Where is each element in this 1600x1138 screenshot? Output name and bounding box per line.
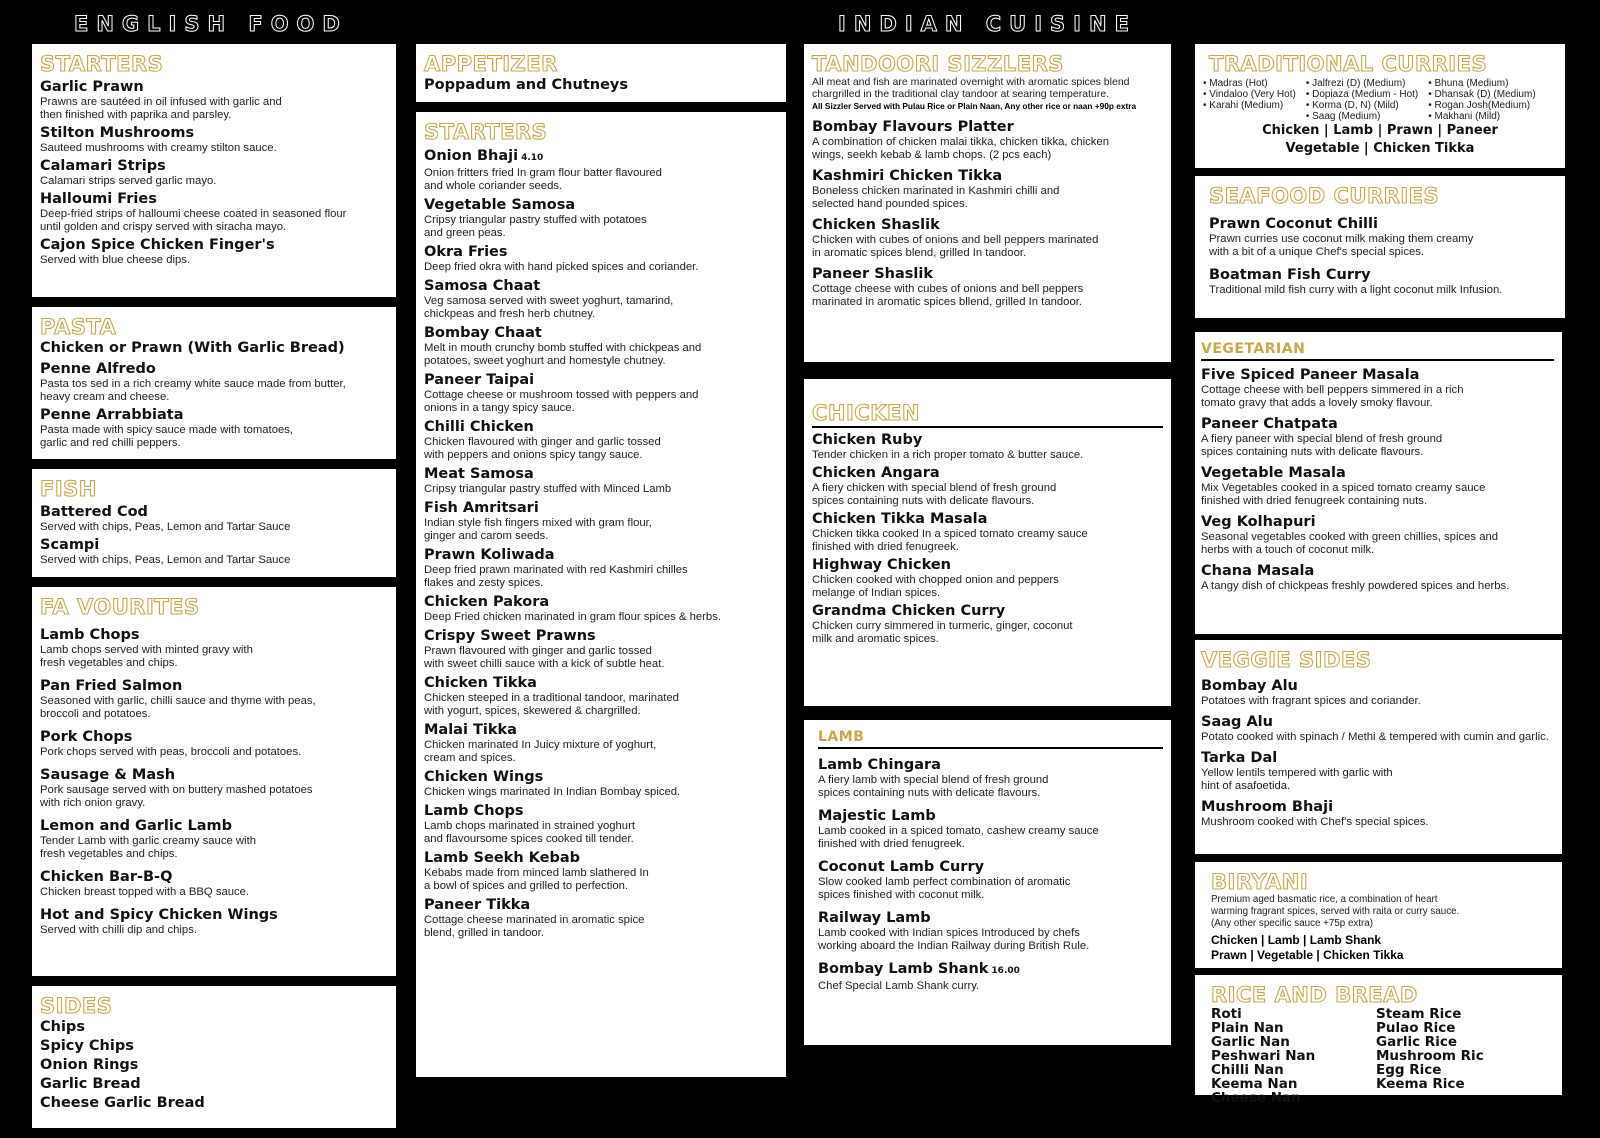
item-name: Bombay Lamb Shank 16.00 [818,961,1020,977]
item-name: Lamb Chops [424,803,524,819]
english-food-header: ENGLISH FOOD [74,12,348,36]
item-description: Cottage cheese with bell peppers simmered in a rich tomato gravy that adds a lovely smoky flavour. [1201,384,1464,409]
item-description: Indian style fish fingers mixed with gram flour, ginger and carom seeds. [424,517,652,542]
menu-item [818,910,1163,953]
item-description: Served with blue cheese dips. [40,254,191,266]
menu-item [40,818,388,861]
section-title: APPETIZER [424,52,558,76]
menu-item [812,168,1163,211]
menu-item [812,432,1163,462]
section-title: CHICKEN [812,401,1163,428]
section-title: LAMB [818,728,1163,749]
item-name: Scampi [40,537,100,553]
menu-item [424,148,778,193]
item-name: Mushroom Bhaji [1201,799,1334,815]
item-description: Pasta made with spicy sauce made with tomatoes, garlic and red chilli peppers. [40,424,294,449]
item-name: Bombay Alu [1201,678,1298,694]
item-price: 16.00 [991,966,1020,976]
item-description: Seasoned with garlic, chilli sauce and thyme with peas, broccoli and potatoes. [40,695,316,720]
item-description: Chicken curry simmered in turmeric, ginger, coconut milk and aromatic spices. [812,620,1073,645]
item-description: Onion fritters fried In gram flour batter flavoured and whole coriander seeds. [424,167,662,192]
section-title: VEGETARIAN [1201,340,1554,361]
menu-item [424,244,778,274]
item-description: Deep fried prawn marinated with red Kashmiri chilles flakes and zesty spices. [424,564,688,589]
menu-item [424,769,778,799]
item-description: Chicken breast topped with a BBQ sauce. [40,886,250,898]
item-name: Hot and Spicy Chicken Wings [40,907,278,923]
menu-item [424,803,778,846]
item-name: Fish Amritsari [424,500,539,516]
item-description: Cottage cheese marinated in aromatic spice blend, grilled in tandoor. [424,914,645,939]
curry-item: • Dopiaza (Medium - Hot) [1305,89,1419,100]
section-title: SIDES [40,994,113,1018]
curry-item: • Dhansak (D) (Medium) [1428,89,1536,100]
item-name: Sausage & Mash [40,767,176,783]
item-description: Lamb cooked with Indian spices Introduced by chefs working aboard the Indian Railway during British Rule. [818,927,1090,952]
item-name: Prawn Coconut Chilli [1209,216,1378,232]
item-name: Crispy Sweet Prawns [424,628,596,644]
rice-bread-item: Steam Rice [1376,1006,1462,1022]
item-name: Vegetable Masala [1201,465,1346,481]
item-description: Deep Fried chicken marinated in gram flour spices & herbs. [424,611,721,623]
menu-item [40,504,388,534]
appetizer-item: Poppadum and Chutneys [424,77,628,93]
item-name: Meat Samosa [424,466,534,482]
side-item: Spicy Chips [40,1038,134,1054]
item-name: Samosa Chaat [424,278,541,294]
item-description: Prawns are sautéed in oil infused with garlic and then finished with paprika and parsley. [40,96,282,121]
rice-bread-list [1211,1007,1554,1105]
item-name: Boatman Fish Curry [1209,267,1371,283]
item-description: Cripsy triangular pastry stuffed with Minced Lamb [424,483,672,495]
item-description: Deep fried okra with hand picked spices and coriander. [424,261,699,273]
favourites-panel [32,587,396,976]
menu-item [424,594,778,624]
menu-item [424,675,778,718]
section-title: PASTA [40,315,117,339]
veggie-sides-panel [1195,640,1562,854]
item-description: Served with chips, Peas, Lemon and Tartar Sauce [40,554,291,566]
menu-item [40,158,388,188]
menu-item [424,197,778,240]
item-name: Chicken Pakora [424,594,550,610]
item-name: Penne Arrabbiata [40,407,184,423]
item-description: Served with chips, Peas, Lemon and Tartar Sauce [40,521,291,533]
section-title: STARTERS [40,52,164,76]
menu-item [40,869,388,899]
menu-item [40,627,388,670]
menu-item [1201,514,1554,557]
item-name: Paneer Taipai [424,372,535,388]
section-title: BIRYANI [1211,870,1309,894]
seafood-panel [1195,176,1565,318]
section-title: SEAFOOD CURRIES [1209,184,1440,208]
item-description: Pork sausage served with on buttery mashed potatoes with rich onion gravy. [40,784,313,809]
menu-item [812,511,1163,554]
menu-item [40,407,388,450]
rice-bread-item: Keema Rice [1376,1076,1465,1092]
curry-item: • Jalfrezi (D) (Medium) [1305,78,1406,89]
menu-item [40,79,388,122]
item-description: Deep-fried strips of halloumi cheese coated in seasoned flour until golden and crispy served with siracha mayo. [40,208,347,233]
item-description: A fiery paneer with special blend of fresh ground spices containing nuts with delicate flavours. [1201,433,1443,458]
menu-item [818,859,1163,902]
item-description: Slow cooked lamb perfect combination of aromatic spices finished with coconut milk. [818,876,1071,901]
item-name: Chicken Bar-B-Q [40,869,173,885]
item-name: Pork Chops [40,729,133,745]
pasta-heading: Chicken or Prawn (With Garlic Bread) [40,340,345,356]
item-description: Chicken wings marinated In Indian Bombay spiced. [424,786,681,798]
rice-bread-item: Garlic Rice [1376,1034,1457,1050]
section-title: RICE AND BREAD [1211,983,1418,1007]
tandoori-intro: All meat and fish are marinated overnight with aromatic spices blend chargrilled in the traditional clay tandoor at searing temperature. [812,76,1130,100]
menu-item [1201,563,1554,593]
rice-bread-item: Cheese Nan [1211,1090,1301,1106]
item-name: Kashmiri Chicken Tikka [812,168,1003,184]
item-name: Chicken Angara [812,465,940,481]
menu-item [424,722,778,765]
appetizer-panel [416,44,786,102]
item-name: Chana Masala [1201,563,1315,579]
menu-item [424,466,778,496]
item-description: Mix Vegetables cooked in a spiced tomato creamy sauce finished with dried fenugreek containing nuts. [1201,482,1486,507]
tandoori-panel [804,44,1171,362]
item-description: Served with chilli dip and chips. [40,924,197,936]
item-name: Veg Kolhapuri [1201,514,1316,530]
item-name: Battered Cod [40,504,148,520]
item-description: Sauteed mushrooms with creamy stilton sauce. [40,142,277,154]
item-description: Pork chops served with peas, broccoli and potatoes. [40,746,302,758]
item-name: Malai Tikka [424,722,517,738]
chicken-panel [804,379,1171,706]
item-name: Halloumi Fries [40,191,157,207]
item-name: Paneer Tikka [424,897,531,913]
menu-item [1201,678,1554,708]
menu-item [1201,799,1554,829]
section-title: TANDOORI SIZZLERS [812,52,1064,76]
item-description: Tender chicken in a rich proper tomato & butter sauce. [812,449,1084,461]
rice-bread-item: Garlic Nan [1211,1034,1290,1050]
rice-bread-item: Mushroom Ric [1376,1048,1484,1064]
item-description: Lamb chops served with minted gravy with fresh vegetables and chips. [40,644,253,669]
menu-item [40,237,388,267]
menu-item [40,361,388,404]
menu-item [40,729,388,759]
rice-bread-item: Pulao Rice [1376,1020,1456,1036]
rice-bread-item: Peshwari Nan [1211,1048,1316,1064]
item-name: Stilton Mushrooms [40,125,195,141]
item-description: Cripsy triangular pastry stuffed with potatoes and green peas. [424,214,647,239]
curry-item: • Bhuna (Medium) [1428,78,1509,89]
traditional-curries-panel [1195,44,1565,168]
menu-item [424,897,778,940]
menu-item [424,547,778,590]
item-name: Calamari Strips [40,158,166,174]
curry-item: • Makhani (Mild) [1428,111,1501,122]
item-description: Lamb cooked in a spiced tomato, cashew creamy sauce finished with dried fenugreek. [818,825,1099,850]
side-item: Cheese Garlic Bread [40,1095,205,1111]
item-name: Paneer Chatpata [1201,416,1338,432]
item-description: Yellow lentils tempered with garlic with hint of asafoetida. [1201,767,1393,792]
vegetarian-panel [1195,332,1562,634]
item-description: A combination of chicken malai tikka, chicken tikka, chicken wings, seekh kebab & lamb chops. (2 pcs each) [812,136,1109,161]
menu-item [40,537,388,567]
menu-item [812,266,1163,309]
menu-item [1201,750,1554,793]
section-title: STARTERS [424,120,548,144]
menu-item [424,419,778,462]
side-item: Onion Rings [40,1057,139,1073]
item-description: Calamari strips served garlic mayo. [40,175,217,187]
menu-item [812,119,1163,162]
menu-item [818,757,1163,800]
item-name: Chicken Tikka Masala [812,511,988,527]
item-description: Cottage cheese with cubes of onions and bell peppers marinated in aromatic spices bllend, grilled In tandoor. [812,283,1084,308]
item-name: Tarka Dal [1201,750,1278,766]
rice-bread-item: Keema Nan [1211,1076,1298,1092]
item-description: Prawn flavoured with ginger and garlic tossed with sweet chilli sauce with a kick of subtle heat. [424,645,665,670]
rice-bread-item: Roti [1211,1006,1242,1022]
item-description: Chicken tikka cooked In a spiced tomato creamy sauce finished with dried fenugreek. [812,528,1088,553]
menu-item [40,678,388,721]
fish-panel [32,469,396,577]
curry-item: • Madras (Hot) [1203,78,1268,89]
menu-item [818,961,1163,993]
menu-item [424,628,778,671]
curry-list [1203,78,1557,122]
menu-item [812,603,1163,646]
curry-options-2: Vegetable | Chicken Tikka [1285,141,1475,156]
item-name: Five Spiced Paneer Masala [1201,367,1420,383]
item-name: Penne Alfredo [40,361,156,377]
menu-item [818,808,1163,851]
menu-item [1201,367,1554,410]
item-name: Chicken Tikka [424,675,537,691]
item-description: Kebabs made from minced lamb slathered In a bowl of spices and grilled to perfection. [424,867,649,892]
item-description: A tangy dish of chickpeas freshly powdered spices and herbs. [1201,580,1510,592]
menu-item [1201,714,1554,744]
rice-bread-item: Chilli Nan [1211,1062,1284,1078]
rice-bread-item: Egg Rice [1376,1062,1442,1078]
biryani-options-2: Prawn | Vegetable | Chicken Tikka [1211,948,1404,962]
item-name: Grandma Chicken Curry [812,603,1006,619]
item-name: Prawn Koliwada [424,547,555,563]
menu-item [424,500,778,543]
item-name: Majestic Lamb [818,808,936,824]
menu-item [40,125,388,155]
item-name: Lamb Chingara [818,757,941,773]
item-name: Coconut Lamb Curry [818,859,985,875]
item-description: Potatoes with fragrant spices and coriander. [1201,695,1421,707]
item-name: Railway Lamb [818,910,931,926]
menu-item [424,278,778,321]
menu-item [424,325,778,368]
item-description: Cottage cheese or mushroom tossed with peppers and onions in a tangy spicy sauce. [424,389,699,414]
item-name: Chicken Shaslik [812,217,940,233]
curry-item: • Saag (Medium) [1305,111,1381,122]
item-name: Bombay Chaat [424,325,542,341]
item-name: Paneer Shaslik [812,266,933,282]
item-description: Chicken marinated In Juicy mixture of yoghurt, cream and spices. [424,739,657,764]
item-description: Mushroom cooked with Chef's special spices. [1201,816,1429,828]
item-name: Garlic Prawn [40,79,144,95]
menu-item [40,191,388,234]
item-description: Chicken flavoured with ginger and garlic tossed with peppers and onions spicy tangy sauce. [424,436,661,461]
section-title: FA VOURITES [40,595,200,619]
tandoori-note: All Sizzler Served with Pulau Rice or Plain Naan, Any other rice or naan +90p extra [812,101,1137,111]
item-description: Chicken with cubes of onions and bell peppers marinated in aromatic spices blend, grilled In tandoor. [812,234,1099,259]
item-description: Boneless chicken marinated in Kashmiri chilli and selected hand pounded spices. [812,185,1060,210]
curry-item: • Karahi (Medium) [1203,100,1284,111]
pasta-panel [32,307,396,459]
rice-bread-panel [1195,975,1562,1106]
rice-bread-item: Plain Nan [1211,1020,1284,1036]
section-title: TRADITIONAL CURRIES [1209,52,1488,76]
item-description: Traditional mild fish curry with a light coconut milk Infusion. [1209,284,1503,296]
curry-item: • Rogan Josh(Medium) [1428,100,1531,111]
item-description: A fiery chicken with special blend of fresh ground spices containing nuts with delicate flavours. [812,482,1057,507]
item-name: Chicken Wings [424,769,544,785]
item-name: Lemon and Garlic Lamb [40,818,232,834]
item-description: A fiery lamb with special blend of fresh ground spices containing nuts with delicate flavours. [818,774,1049,799]
item-name: Vegetable Samosa [424,197,576,213]
item-name: Saag Alu [1201,714,1273,730]
indian-starters-panel [416,112,786,1077]
indian-cuisine-header: INDIAN CUISINE [838,12,1137,36]
item-description: Tender Lamb with garlic creamy sauce with fresh vegetables and chips. [40,835,256,860]
menu-item [424,372,778,415]
side-item: Garlic Bread [40,1076,141,1092]
item-name: Chicken Ruby [812,432,923,448]
item-description: Chef Special Lamb Shank curry. [818,980,980,992]
lamb-panel [804,720,1171,1045]
item-description: Melt in mouth crunchy bomb stuffed with chickpeas and potatoes, sweet yoghurt and homestyle chutney. [424,342,702,367]
menu-item [1209,267,1557,297]
menu-item [1201,416,1554,459]
item-name: Chilli Chicken [424,419,534,435]
biryani-options-1: Chicken | Lamb | Lamb Shank [1211,933,1382,947]
item-description: Chicken steeped in a traditional tandoor, marinated with yogurt, spices, skewered & chargrilled. [424,692,679,717]
menu-item [1209,216,1557,259]
item-description: Pasta tos sed in a rich creamy white sauce made from butter, heavy cream and cheese. [40,378,346,403]
menu-item [1201,465,1554,508]
item-description: Prawn curries use coconut milk making them creamy with a bit of a unique Chef's special spices. [1209,233,1474,258]
menu-item [40,907,388,937]
item-description: Chicken cooked with chopped onion and peppers melange of Indian spices. [812,574,1059,599]
side-item: Chips [40,1019,85,1035]
item-description: Seasonal vegetables cooked with green chillies, spices and herbs with a touch of coconut milk. [1201,531,1499,556]
item-description: Veg samosa served with sweet yoghurt, tamarind, chickpeas and fresh herb chutney. [424,295,674,320]
item-name: Okra Fries [424,244,508,260]
item-name: Lamb Chops [40,627,140,643]
item-name: Highway Chicken [812,557,951,573]
item-description: Potato cooked with spinach / Methi & tempered with cumin and garlic. [1201,731,1549,743]
section-title: VEGGIE SIDES [1201,648,1372,672]
item-name: Pan Fried Salmon [40,678,183,694]
item-price: 4.10 [521,153,544,163]
curry-options-1: Chicken | Lamb | Prawn | Paneer [1262,123,1498,138]
item-name: Bombay Flavours Platter [812,119,1014,135]
item-name: Lamb Seekh Kebab [424,850,581,866]
menu-item [812,557,1163,600]
biryani-desc: Premium aged basmatic rice, a combination of heart warming fragrant spices, served with raita or curry sauce. (Any other specific sauce +75p extra) [1211,894,1460,929]
section-title: FISH [40,477,97,501]
english-starters-panel [32,44,396,297]
menu-item [812,465,1163,508]
curry-item: • Korma (D, N) (Mild) [1305,100,1399,111]
curry-item: • Vindaloo (Very Hot) [1203,89,1296,100]
item-name: Onion Bhaji 4.10 [424,148,544,164]
menu-item [40,767,388,810]
menu-item [424,850,778,893]
item-name: Cajon Spice Chicken Finger's [40,237,275,253]
english-sides-panel [32,986,396,1128]
menu-item [812,217,1163,260]
item-description: Lamb chops marinated in strained yoghurt and flavoursome spices cooked till tender. [424,820,635,845]
biryani-panel [1195,862,1562,968]
